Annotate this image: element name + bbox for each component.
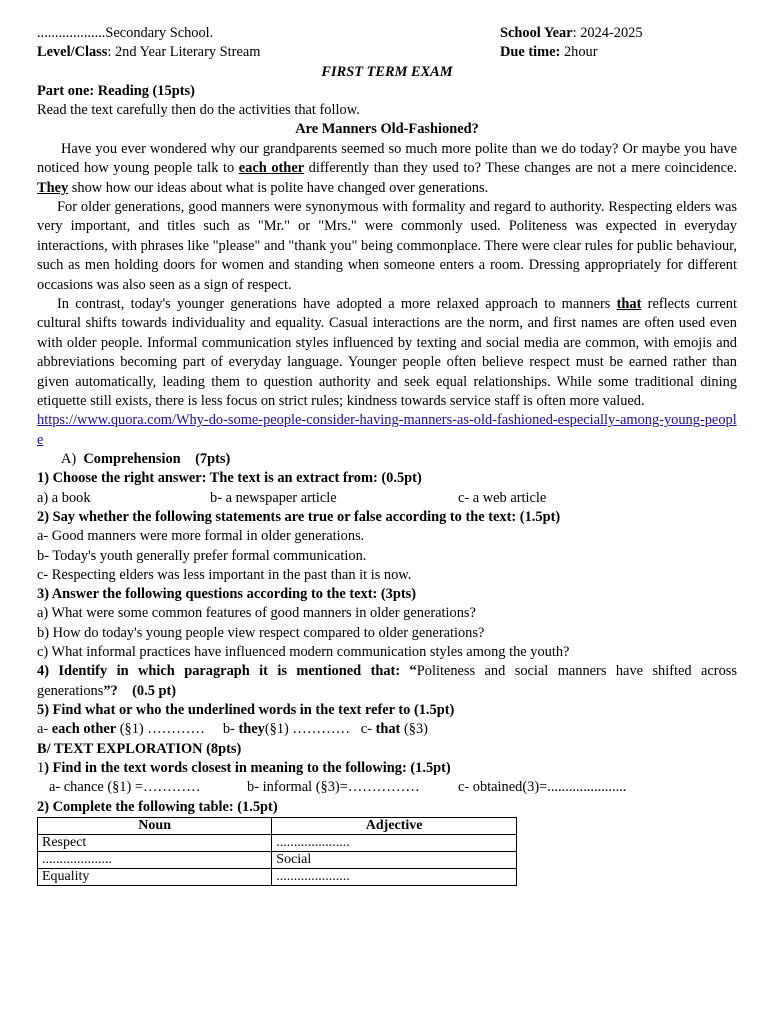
comp-question-2: 2) Say whether the following statements are true or false according to the text: (1.5pt)	[37, 508, 561, 525]
synonym-c: c- obtained(3)=......................	[458, 779, 627, 796]
question-3b: b) How do today's young people view respect compared to older generations?	[37, 624, 485, 641]
comp-question-4: 4) Identify in which paragraph it is mentioned that: “Politeness and social manners have shifted across generations”? (0.5 pt)	[37, 663, 737, 699]
synonym-items	[37, 778, 737, 797]
text-title: Are Manners Old-Fashioned?	[295, 121, 479, 138]
due-time: Due time: 2hour	[500, 44, 598, 61]
paragraph-1: Have you ever wondered why our grandparents seemed so much more polite than we do today? Or maybe you have noticed how young people talk to each other differently than they used to? These changes are not a mere coincidence. They show how our ideas about what is polite have changed over generations.	[37, 140, 737, 196]
exploration-question-1: 1) Find in the text words closest in meaning to the following: (1.5pt)	[37, 760, 451, 777]
source-link[interactable]: https://www.quora.com/Why-do-some-people-consider-having-manners-as-old-fashioned-especially-among-young-people	[37, 412, 737, 448]
school-year: School Year: 2024-2025	[500, 25, 643, 41]
reference-items: a- each other (§1) ………… b- they(§1) ………… c- that (§3)	[37, 721, 428, 738]
reading-instruction: Read the text carefully then do the activities that follow.	[37, 102, 360, 119]
exploration-heading: B/ TEXT EXPLORATION (8pts)	[37, 740, 242, 757]
synonym-b: b- informal (§3)=……………	[247, 779, 420, 796]
table-header-row	[38, 817, 517, 834]
underlined-each-other: each other	[238, 160, 305, 177]
exploration-question-2: 2) Complete the following table: (1.5pt)	[37, 798, 278, 815]
tf-statement-a: a- Good manners were more formal in older generations.	[37, 528, 365, 545]
option-c: c- a web article	[458, 489, 547, 506]
synonym-a: a- chance (§1) =…………	[49, 779, 201, 796]
tf-statement-c: c- Respecting elders was less important in the past than it is now.	[37, 566, 412, 583]
paragraph-3: In contrast, today's younger generations have adopted a more relaxed approach to manners that reflects current cultural shifts towards individuality and equality. Casual interactions are the norm, and first names are often used even with older people. Informal communication styles influenced by texting and social media are common, with emojis and abbreviations becoming part of everyday language. Younger people often believe respect must be earned rather than given automatically, leading them to question authority and seek equal relationships. While some traditional dining etiquette still exists, there is less focus on strict rules; kindness towards service staff is often more valued.	[37, 296, 737, 410]
option-a: a) a book	[37, 489, 91, 506]
comprehension-heading: A) Comprehension (7pts)	[61, 451, 231, 468]
header-adjective: Adjective	[272, 817, 517, 834]
underlined-that: that	[616, 296, 642, 313]
underlined-they: They	[37, 179, 69, 196]
comp-q1-options	[37, 489, 737, 508]
header-line-1	[37, 24, 737, 43]
header-line-2	[37, 43, 737, 62]
tf-statement-b: b- Today's youth generally prefer formal communication.	[37, 547, 367, 564]
table-cell: Equality	[38, 868, 272, 885]
exam-title: FIRST TERM EXAM	[321, 63, 453, 80]
school-name: ...................Secondary School.	[37, 25, 214, 41]
question-3c: c) What informal practices have influenced modern communication styles among the youth?	[37, 644, 570, 661]
comp-question-5: 5) Find what or who the underlined words in the text refer to (1.5pt)	[37, 702, 455, 719]
table-cell: ....................	[38, 851, 272, 868]
question-3a: a) What were some common features of good manners in older generations?	[37, 605, 476, 622]
table-cell: Social	[272, 851, 517, 868]
table-row	[38, 834, 517, 851]
table-cell: .....................	[272, 834, 517, 851]
exam-page	[37, 24, 737, 886]
comp-question-1: 1) Choose the right answer: The text is an extract from: (0.5pt)	[37, 470, 422, 487]
table-cell: Respect	[38, 834, 272, 851]
comp-question-3: 3) Answer the following questions according to the text: (3pts)	[37, 586, 417, 603]
table-row	[38, 868, 517, 885]
header-noun: Noun	[38, 817, 272, 834]
level-class: Level/Class: 2nd Year Literary Stream	[37, 44, 261, 61]
word-forms-table	[37, 817, 517, 886]
paragraph-2: For older generations, good manners were synonymous with formality and regard to authority. Respecting elders was very important, and titles such as "Mr." or "Mrs." were commonly used. Politeness was expected in everyday interactions, with phrases like "please" and "thank you" being commonplace. There were clear rules for public behaviour, such as men holding doors for women and standing when someone enters a room. Dressing appropriately for different occasions was also seen as a sign of respect.	[37, 199, 737, 293]
table-row	[38, 851, 517, 868]
part-one-heading: Part one: Reading (15pts)	[37, 82, 195, 99]
table-cell: .....................	[272, 868, 517, 885]
option-b: b- a newspaper article	[210, 489, 337, 506]
